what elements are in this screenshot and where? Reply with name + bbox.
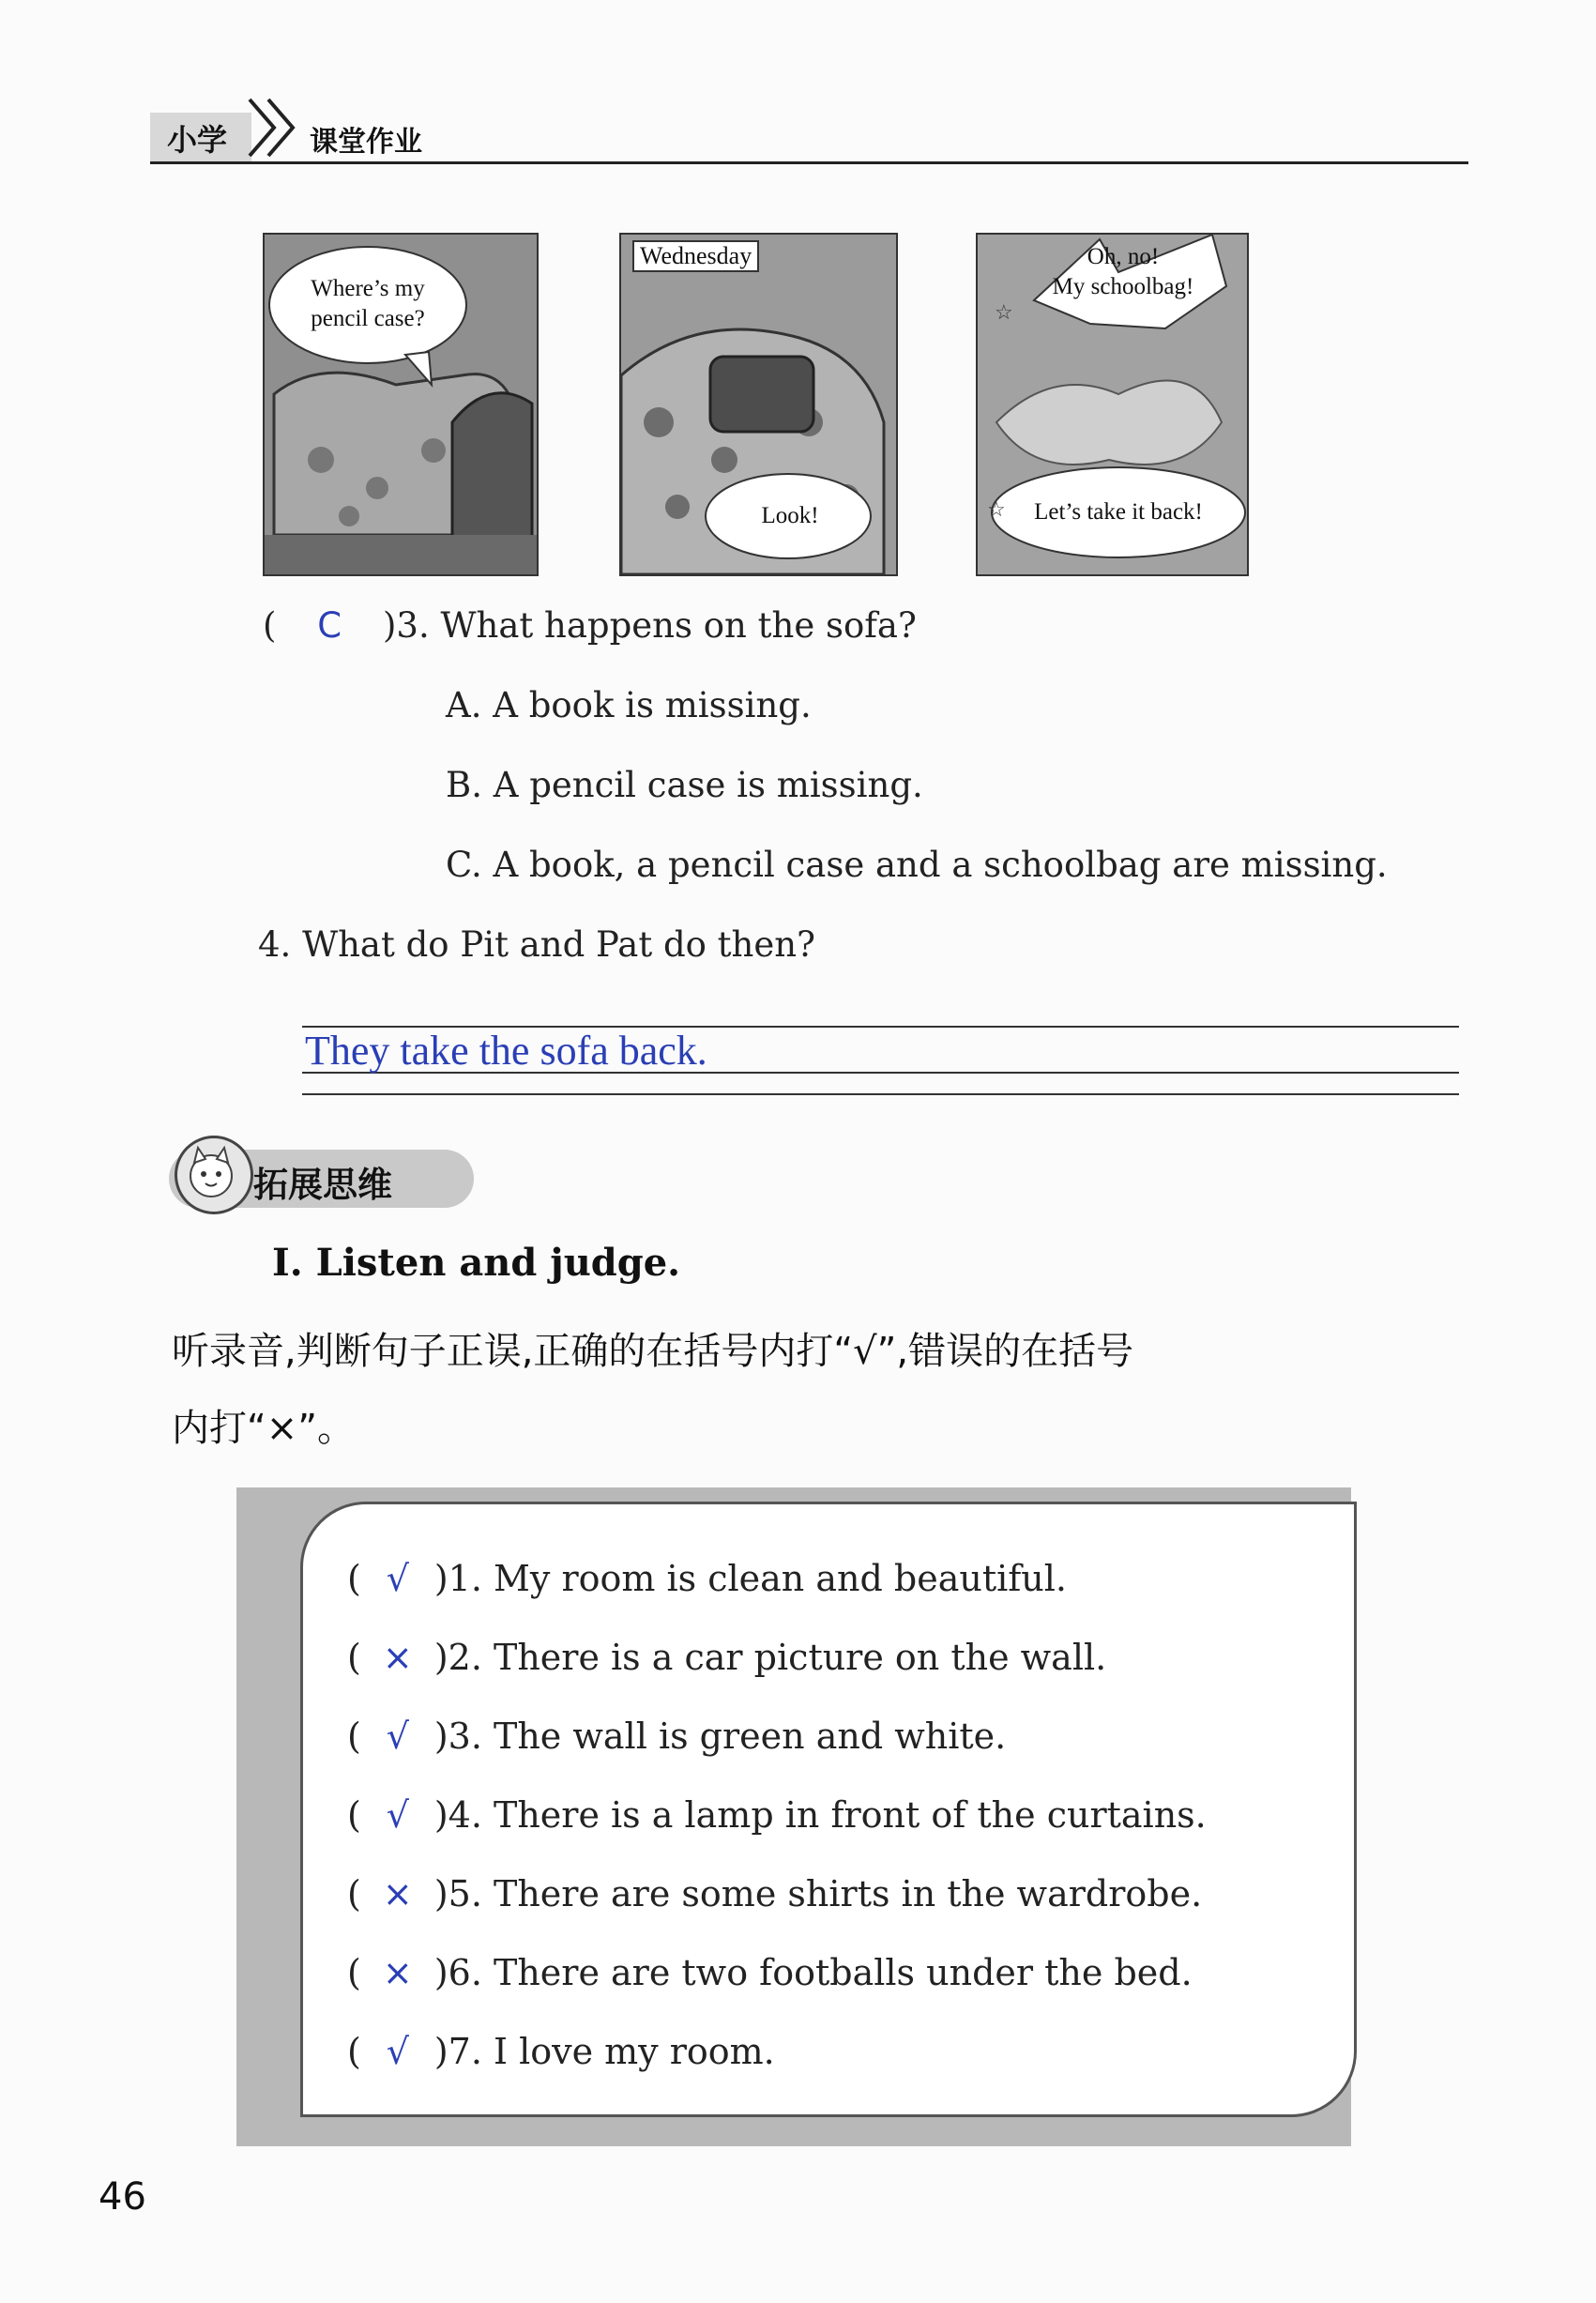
judge-text: )3. The wall is green and white. (433, 1716, 1007, 1757)
answer-mark: √ (386, 1558, 409, 1599)
bubble-text: Oh, no! (1087, 244, 1160, 269)
bubble-text: My schoolbag! (1052, 274, 1194, 299)
answer-mark: × (382, 1637, 413, 1678)
answer-mark: × (382, 1873, 413, 1914)
judge-item: ( √ )4. There is a lamp in front of the curtains. (347, 1794, 1207, 1836)
judge-item: ( × )6. There are two footballs under the bed. (347, 1952, 1193, 1993)
question-4: 4. What do Pit and Pat do then? (258, 924, 815, 965)
judge-text: )7. I love my room. (433, 2031, 775, 2072)
instruction-line: 内打“×”。 (172, 1407, 355, 1450)
double-chevron-icon (242, 90, 308, 165)
page-number: 46 (99, 2175, 146, 2219)
question-3 (263, 605, 917, 646)
bracket-open: ( (263, 605, 277, 646)
section-title: Ⅰ. Listen and judge. (272, 1241, 681, 1285)
option-c: C. A book, a pencil case and a schoolbag are missing. (446, 845, 1388, 885)
svg-text:☆: ☆ (995, 301, 1013, 325)
instruction-line: 听录音,判断句子正误,正确的在括号内打“√”,错误的在括号 (172, 1330, 1134, 1373)
judge-text: )5. There are some shirts in the wardrobe. (433, 1873, 1203, 1914)
comic-panel-1 (263, 233, 539, 576)
header-rule (150, 161, 1468, 164)
bubble-text: Where’s my (311, 276, 425, 301)
answer-line (302, 1093, 1459, 1095)
comic-panel-3 (976, 233, 1249, 576)
judge-text: )2. There is a car picture on the wall. (433, 1637, 1107, 1678)
header-title: 课堂作业 (310, 126, 422, 159)
judge-text: )4. There is a lamp in front of the curtains. (433, 1794, 1207, 1836)
option-a: A. A book is missing. (446, 685, 812, 725)
answer-mark: √ (386, 1716, 409, 1757)
svg-text:☆: ☆ (987, 498, 1006, 522)
option-b: B. A pencil case is missing. (446, 765, 923, 805)
header-level: 小学 (167, 122, 228, 158)
bubble-text: Let’s take it back! (1034, 499, 1203, 525)
cat-icon (175, 1136, 253, 1214)
judge-text: )1. My room is clean and beautiful. (433, 1558, 1068, 1599)
answer-mark: C (317, 605, 342, 646)
judge-text: )6. There are two footballs under the bed. (433, 1952, 1193, 1993)
question-stem: )3. What happens on the sofa? (382, 605, 917, 646)
section-badge-label: 拓展思维 (253, 1165, 392, 1205)
comic-panel-2 (619, 233, 898, 576)
answer-mark: √ (386, 2031, 409, 2072)
day-label: Wednesday (632, 240, 759, 272)
handwritten-answer: They take the sofa back. (305, 1028, 707, 1074)
judge-item: ( √ )7. I love my room. (347, 2031, 775, 2072)
judge-item: ( × )5. There are some shirts in the wardrobe. (347, 1873, 1203, 1914)
judge-item: ( × )2. There is a car picture on the wall. (347, 1637, 1107, 1678)
judge-item: ( √ )3. The wall is green and white. (347, 1716, 1007, 1757)
answer-mark: √ (386, 1794, 409, 1836)
bubble-text: Look! (761, 503, 819, 528)
answer-mark: × (382, 1952, 413, 1993)
judge-item: ( √ )1. My room is clean and beautiful. (347, 1558, 1068, 1599)
bubble-text: pencil case? (311, 306, 425, 331)
